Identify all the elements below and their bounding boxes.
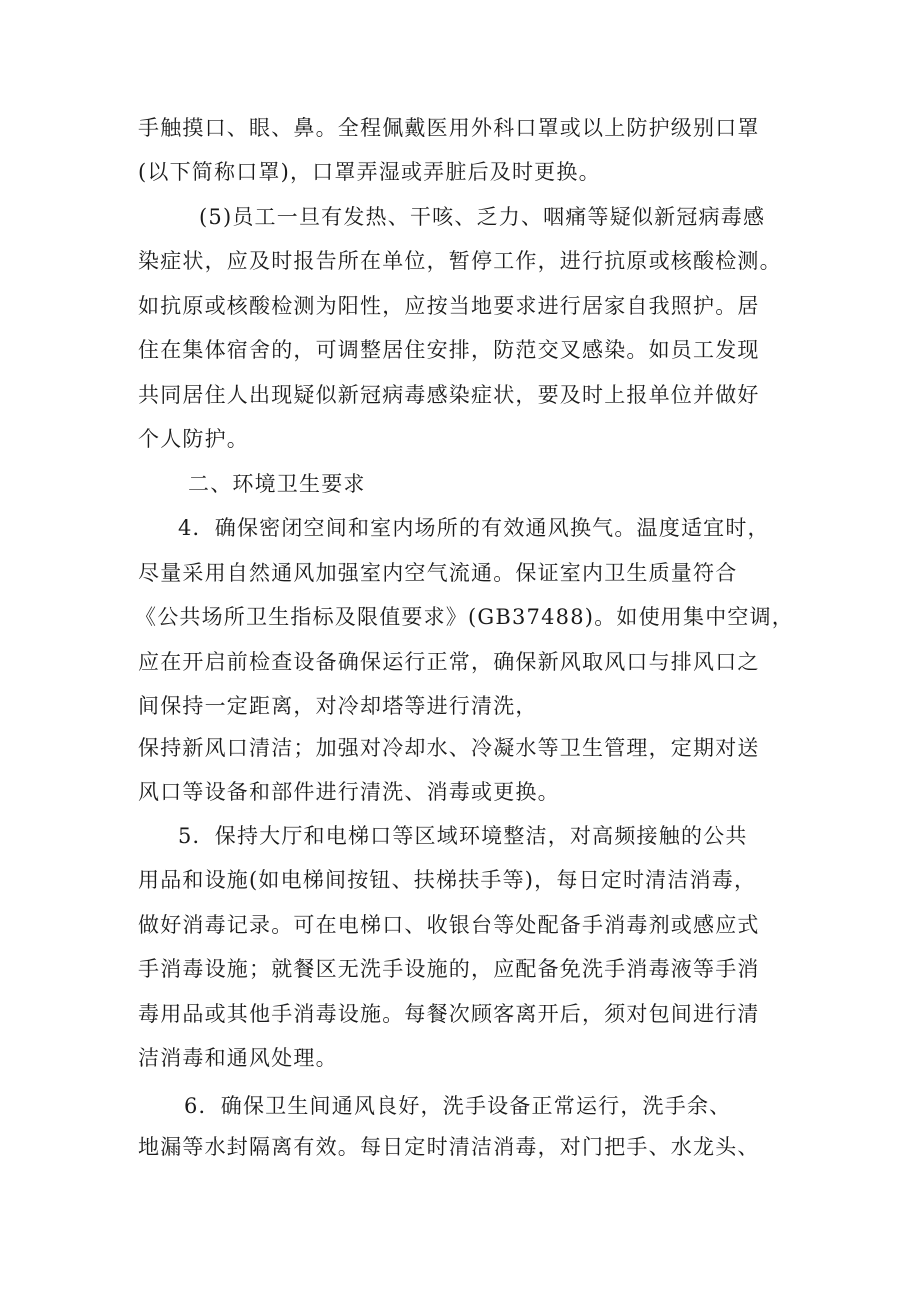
text-line: 风口等设备和部件进行清洗、消毒或更换。 — [138, 780, 560, 804]
text-line: 《公共场所卫生指标及限值要求》(GB37488)。如使用集中空调， — [135, 605, 794, 629]
text-line: 手触摸口、眼、鼻。全程佩戴医用外科口罩或以上防护级别口罩 — [138, 116, 760, 140]
text-line: 毒用品或其他手消毒设施。每餐次顾客离开后，须对包间进行清 — [138, 1002, 760, 1026]
text-line: 个人防护。 — [138, 427, 249, 451]
text-line: 染症状，应及时报告所在单位，暂停工作，进行抗原或核酸检测。 — [138, 249, 782, 273]
text-line: 共同居住人出现疑似新冠病毒感染症状，要及时上报单位并做好 — [138, 383, 760, 407]
text-line: 5．保持大厅和电梯口等区域环境整洁，对高频接触的公共 — [178, 824, 748, 848]
text-line: 洁消毒和通风处理。 — [138, 1046, 338, 1070]
text-line: 4．确保密闭空间和室内场所的有效通风换气。温度适宜时， — [178, 516, 770, 540]
text-line: 6．确保卫生间通风良好，洗手设备正常运行，洗手余、 — [184, 1094, 732, 1118]
text-line: 地漏等水封隔离有效。每日定时清洁消毒，对门把手、水龙头、 — [138, 1135, 760, 1159]
text-line: 如抗原或核酸检测为阳性，应按当地要求进行居家自我照护。居 — [138, 294, 760, 318]
text-line: 住在集体宿舍的，可调整居住安排，防范交叉感染。如员工发现 — [138, 338, 760, 362]
text-line: 用品和设施(如电梯间按钮、扶梯扶手等)，每日定时清洁消毒， — [138, 868, 757, 892]
text-line: (5)员工一旦有发热、干咳、乏力、咽痛等疑似新冠病毒感 — [199, 205, 766, 229]
text-line: 保持新风口清洁；加强对冷却水、冷凝水等卫生管理，定期对送 — [138, 736, 760, 760]
text-line: 间保持一定距离，对冷却塔等进行清洗， — [138, 694, 538, 718]
text-line: 做好消毒记录。可在电梯口、收银台等处配备手消毒剂或感应式 — [138, 913, 760, 937]
text-line: 应在开启前检查设备确保运行正常，确保新风取风口与排风口之 — [138, 650, 760, 674]
text-line: 手消毒设施；就餐区无洗手设施的，应配备免洗手消毒液等手消 — [138, 957, 760, 981]
section-heading: 二、环境卫生要求 — [188, 472, 366, 496]
text-line: (以下简称口罩)，口罩弄湿或弄脏后及时更换。 — [138, 160, 601, 184]
text-line: 尽量采用自然通风加强室内空气流通。保证室内卫生质量符合 — [138, 561, 738, 585]
